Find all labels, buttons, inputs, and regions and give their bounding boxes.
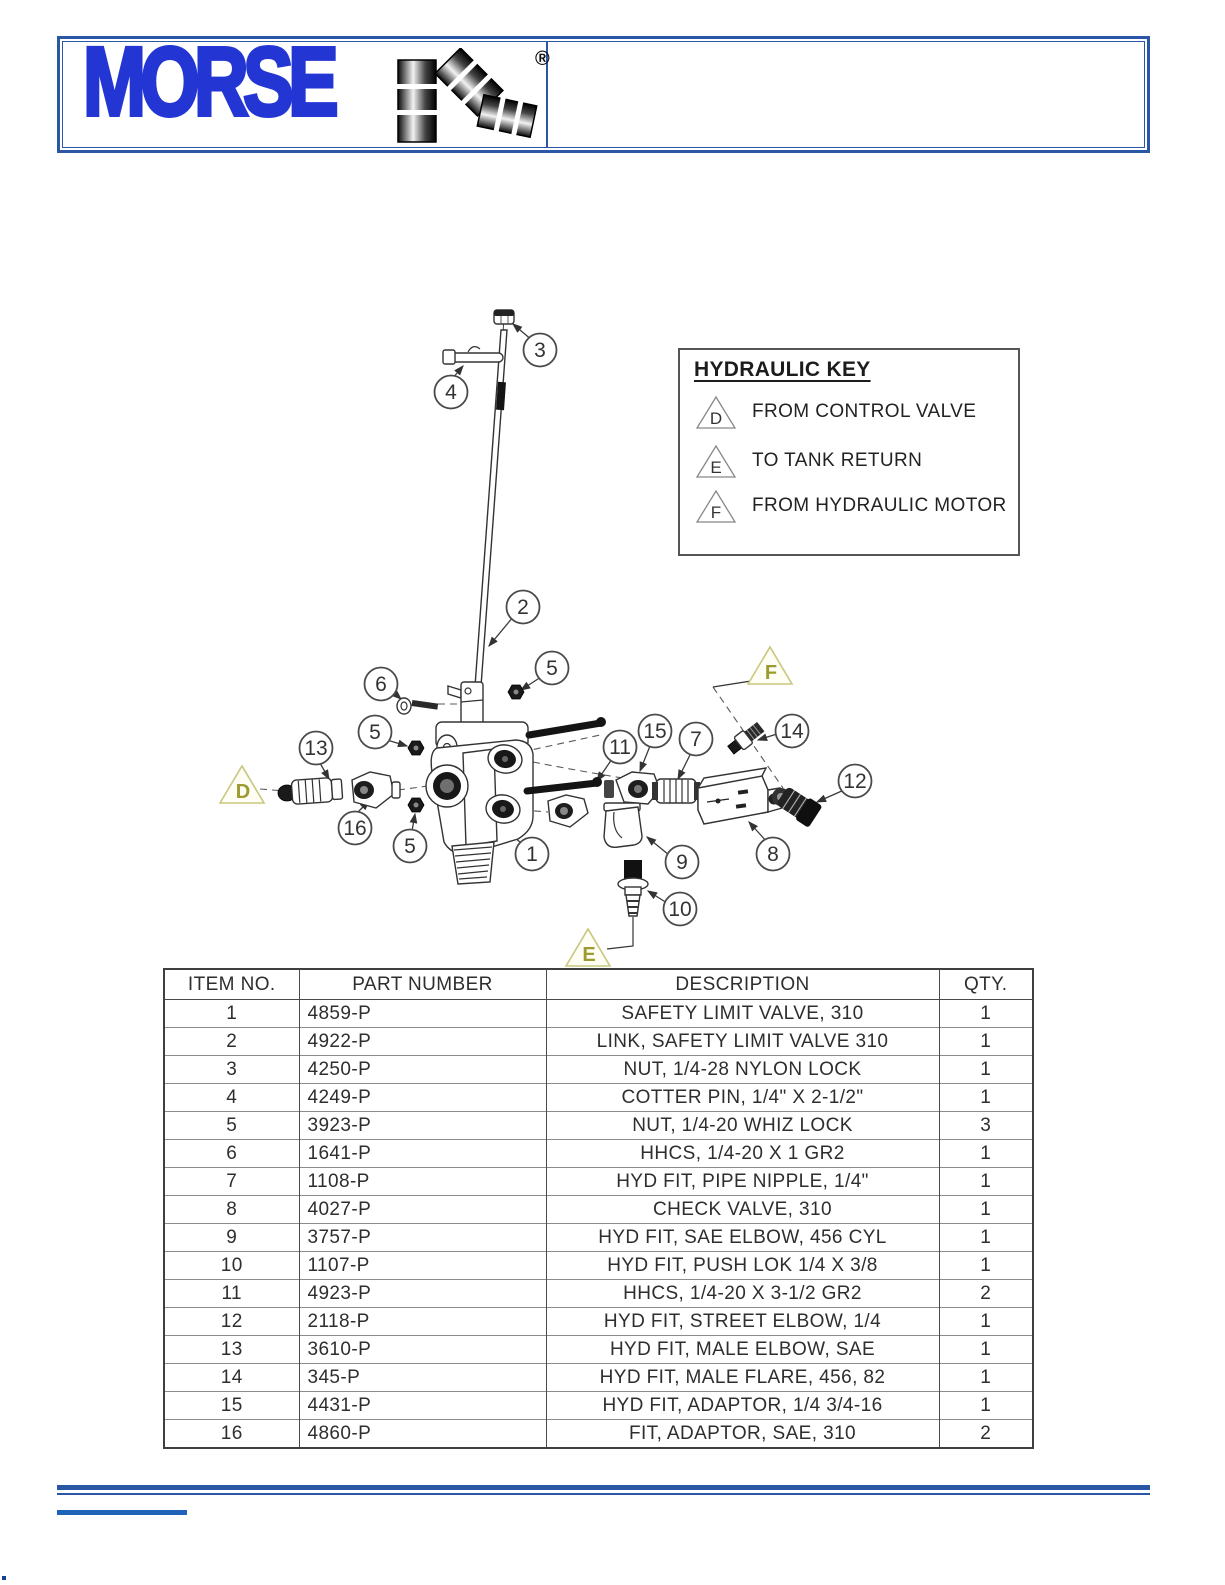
cell-part: 4923-P: [299, 1280, 546, 1308]
morse-logo: [83, 27, 550, 149]
svg-text:5: 5: [404, 835, 416, 858]
part-pipe-nipple: [652, 779, 700, 803]
cell-item: 9: [164, 1224, 299, 1252]
key-triangle-d-icon: [694, 393, 738, 431]
table-header-row: [164, 969, 1033, 1000]
table-row: [164, 1392, 1033, 1420]
table-row: [164, 1224, 1033, 1252]
flow-triangle-e: [566, 929, 610, 966]
cell-desc: HYD FIT, PUSH LOK 1/4 X 3/8: [546, 1252, 939, 1280]
page-corner-dot: [2, 1576, 6, 1580]
col-header-item-no: ITEM NO.: [164, 969, 299, 1000]
svg-text:12: 12: [843, 770, 867, 793]
callout-10: [664, 893, 697, 926]
cell-qty: 1: [939, 1028, 1033, 1056]
part-whiz-nut-a: [508, 685, 524, 699]
table-row: [164, 1168, 1033, 1196]
svg-text:D: D: [709, 409, 723, 428]
svg-text:8: 8: [767, 843, 779, 866]
cell-item: 15: [164, 1392, 299, 1420]
cell-part: 4249-P: [299, 1084, 546, 1112]
cell-item: 1: [164, 1000, 299, 1028]
cell-qty: 1: [939, 1252, 1033, 1280]
cell-part: 4431-P: [299, 1392, 546, 1420]
callout-5a: [536, 652, 569, 685]
part-adaptor-sae-2: [548, 795, 588, 827]
part-street-elbow: [772, 784, 823, 828]
part-check-valve: [698, 768, 782, 824]
cell-item: 4: [164, 1084, 299, 1112]
cell-qty: 1: [939, 1168, 1033, 1196]
callout-8: [757, 838, 790, 871]
key-label-e: TO TANK RETURN: [752, 450, 923, 471]
cell-desc: HYD FIT, MALE FLARE, 456, 82: [546, 1364, 939, 1392]
cell-part: 4859-P: [299, 1000, 546, 1028]
svg-text:13: 13: [304, 737, 328, 760]
footer-rule-thick: [57, 1485, 1150, 1490]
cell-part: 1107-P: [299, 1252, 546, 1280]
cell-desc: HYD FIT, SAE ELBOW, 456 CYL: [546, 1224, 939, 1252]
hydraulic-key-box: [678, 348, 1020, 556]
part-lock-nut: [494, 310, 514, 324]
cell-item: 12: [164, 1308, 299, 1336]
cell-desc: CHECK VALVE, 310: [546, 1196, 939, 1224]
cell-item: 13: [164, 1336, 299, 1364]
key-triangle-e-icon: [694, 442, 738, 480]
cell-part: 4922-P: [299, 1028, 546, 1056]
cell-item: 5: [164, 1112, 299, 1140]
cell-qty: 1: [939, 1308, 1033, 1336]
cell-item: 16: [164, 1420, 299, 1449]
svg-text:1: 1: [526, 843, 538, 866]
svg-text:5: 5: [546, 657, 558, 680]
cell-qty: 1: [939, 1224, 1033, 1252]
part-clevis: [448, 682, 483, 724]
cell-desc: LINK, SAFETY LIMIT VALVE 310: [546, 1028, 939, 1056]
part-sae-elbow: [604, 803, 642, 847]
svg-text:7: 7: [690, 728, 702, 751]
callout-13: [300, 732, 333, 765]
col-header-part-number: PART NUMBER: [299, 969, 546, 1000]
header-inner-border: [62, 27, 1145, 148]
part-adaptor-sae: [352, 772, 400, 808]
table-row: [164, 1140, 1033, 1168]
morse-logo-text: MORSE: [83, 27, 334, 136]
svg-text:9: 9: [676, 851, 688, 874]
svg-text:5: 5: [369, 721, 381, 744]
cell-item: 10: [164, 1252, 299, 1280]
svg-text:14: 14: [780, 720, 804, 743]
table-row: [164, 1000, 1033, 1028]
cell-item: 14: [164, 1364, 299, 1392]
svg-text:E: E: [710, 458, 722, 477]
callout-14: [776, 715, 809, 748]
key-row-f: [694, 487, 1018, 525]
cell-desc: NUT, 1/4-28 NYLON LOCK: [546, 1056, 939, 1084]
svg-text:4: 4: [445, 381, 457, 404]
parts-table: [163, 968, 1034, 1449]
cell-desc: HYD FIT, ADAPTOR, 1/4 3/4-16: [546, 1392, 939, 1420]
callout-5c: [394, 830, 427, 863]
cell-part: 3757-P: [299, 1224, 546, 1252]
cell-qty: 1: [939, 1140, 1033, 1168]
cell-qty: 2: [939, 1420, 1033, 1449]
cell-part: 4027-P: [299, 1196, 546, 1224]
part-male-flare: [726, 720, 766, 756]
table-row: [164, 1308, 1033, 1336]
table-row: [164, 1336, 1033, 1364]
parts-table-wrap: [163, 968, 1034, 1449]
cell-item: 2: [164, 1028, 299, 1056]
part-whiz-nut-c: [408, 798, 424, 812]
table-row: [164, 1084, 1033, 1112]
svg-text:D: D: [235, 781, 251, 803]
cell-desc: FIT, ADAPTOR, SAE, 310: [546, 1420, 939, 1449]
callout-15: [639, 715, 672, 748]
key-row-d: [694, 393, 1018, 431]
cell-part: 1641-P: [299, 1140, 546, 1168]
flow-triangle-d: [220, 766, 264, 803]
cell-qty: 1: [939, 1056, 1033, 1084]
svg-text:F: F: [710, 503, 722, 522]
cell-qty: 1: [939, 1392, 1033, 1420]
cell-part: 4860-P: [299, 1420, 546, 1449]
key-label-d: FROM CONTROL VALVE: [752, 401, 977, 422]
cell-desc: HYD FIT, PIPE NIPPLE, 1/4": [546, 1168, 939, 1196]
part-cotter-pin: [443, 347, 503, 364]
footer-link-underline[interactable]: [57, 1510, 187, 1515]
key-label-f: FROM HYDRAULIC MOTOR: [752, 495, 1007, 516]
header-box: [57, 27, 1150, 153]
cell-qty: 1: [939, 1084, 1033, 1112]
cell-item: 8: [164, 1196, 299, 1224]
callout-1: [516, 838, 549, 871]
cell-item: 11: [164, 1280, 299, 1308]
cell-qty: 3: [939, 1112, 1033, 1140]
part-adaptor-hex: [604, 772, 660, 804]
callout-9: [666, 846, 699, 879]
svg-text:16: 16: [343, 817, 367, 840]
cell-desc: HYD FIT, MALE ELBOW, SAE: [546, 1336, 939, 1364]
callout-2: [507, 591, 540, 624]
registered-trademark-icon: ®: [535, 48, 550, 70]
cell-qty: 1: [939, 1196, 1033, 1224]
svg-text:11: 11: [609, 736, 631, 759]
cell-desc: NUT, 1/4-20 WHIZ LOCK: [546, 1112, 939, 1140]
cell-desc: HHCS, 1/4-20 X 3-1/2 GR2: [546, 1280, 939, 1308]
key-triangle-f-icon: [694, 487, 738, 525]
cell-qty: 1: [939, 1000, 1033, 1028]
table-row: [164, 1252, 1033, 1280]
svg-text:15: 15: [643, 720, 667, 743]
part-link-rod: [474, 316, 507, 700]
cell-item: 3: [164, 1056, 299, 1084]
footer-rule-thin: [57, 1493, 1150, 1495]
cell-desc: COTTER PIN, 1/4" X 2-1/2": [546, 1084, 939, 1112]
callout-12: [839, 765, 872, 798]
callout-11: [604, 731, 637, 764]
callout-5b: [359, 716, 392, 749]
callout-6: [365, 668, 398, 701]
cell-part: 345-P: [299, 1364, 546, 1392]
part-long-bolts: [527, 717, 606, 791]
table-row: [164, 1112, 1033, 1140]
svg-text:E: E: [582, 944, 596, 966]
svg-text:10: 10: [668, 898, 692, 921]
table-row: [164, 1280, 1033, 1308]
barrel-logo-icon: [395, 48, 545, 148]
svg-text:2: 2: [517, 596, 529, 619]
table-row: [164, 1056, 1033, 1084]
cell-part: 3923-P: [299, 1112, 546, 1140]
callout-3: [524, 334, 557, 367]
cell-item: 6: [164, 1140, 299, 1168]
cell-qty: 2: [939, 1280, 1033, 1308]
table-row: [164, 1420, 1033, 1449]
svg-text:F: F: [764, 662, 778, 684]
svg-text:3: 3: [534, 339, 546, 362]
cell-desc: HHCS, 1/4-20 X 1 GR2: [546, 1140, 939, 1168]
hydraulic-key-title: HYDRAULIC KEY: [694, 358, 871, 381]
part-male-elbow: [278, 777, 343, 804]
col-header-description: DESCRIPTION: [546, 969, 939, 1000]
table-row: [164, 1196, 1033, 1224]
callout-4: [435, 376, 468, 409]
part-whiz-nut-b: [408, 741, 424, 755]
key-row-e: [694, 442, 1018, 480]
callout-7: [680, 723, 713, 756]
table-row: [164, 1028, 1033, 1056]
cell-part: 4250-P: [299, 1056, 546, 1084]
cell-part: 1108-P: [299, 1168, 546, 1196]
part-push-lok: [618, 860, 648, 916]
cell-part: 3610-P: [299, 1336, 546, 1364]
part-hex-bolt: [397, 698, 438, 714]
cell-item: 7: [164, 1168, 299, 1196]
cell-qty: 1: [939, 1364, 1033, 1392]
svg-text:6: 6: [375, 673, 387, 696]
cell-desc: HYD FIT, STREET ELBOW, 1/4: [546, 1308, 939, 1336]
callout-16: [339, 812, 372, 845]
cell-qty: 1: [939, 1336, 1033, 1364]
cell-desc: SAFETY LIMIT VALVE, 310: [546, 1000, 939, 1028]
cell-part: 2118-P: [299, 1308, 546, 1336]
flow-triangle-f: [748, 647, 792, 684]
table-row: [164, 1364, 1033, 1392]
col-header-qty: QTY.: [939, 969, 1033, 1000]
